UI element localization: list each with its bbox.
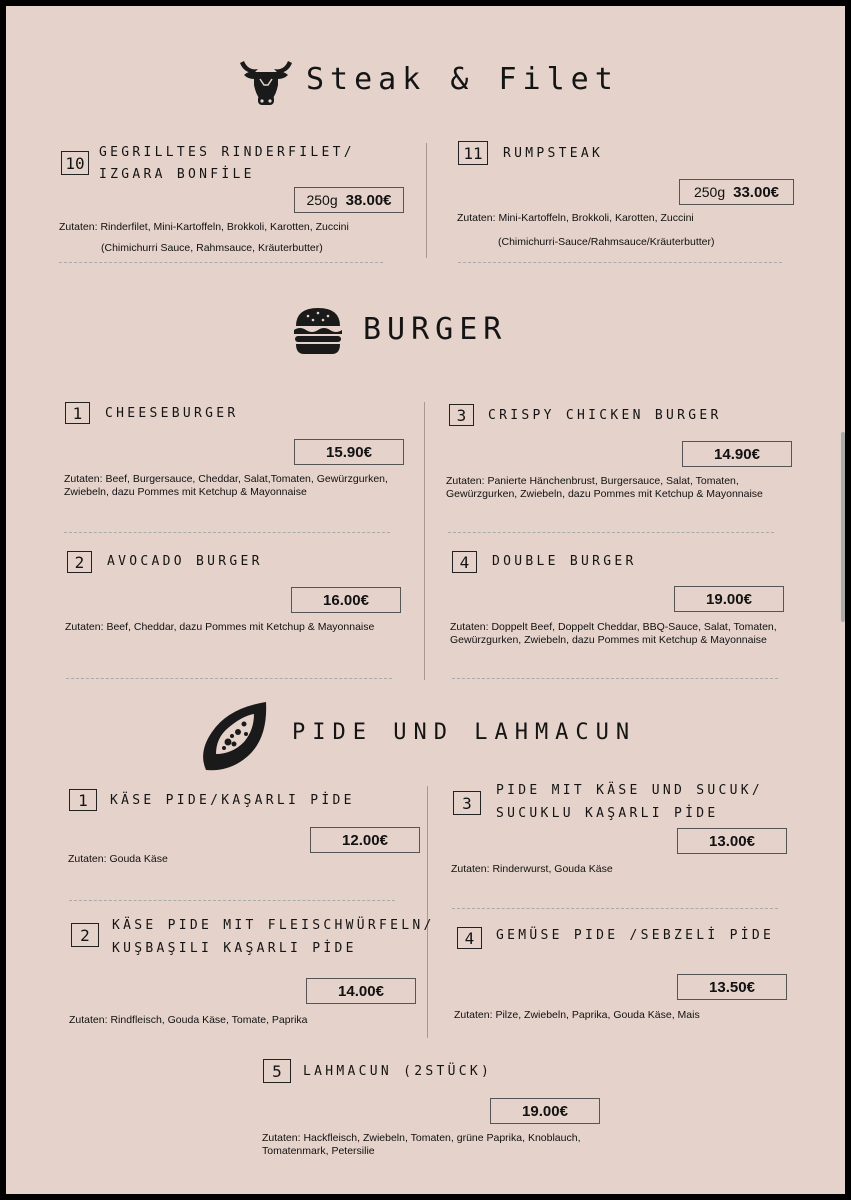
item-description-line2: Tomatenmark, Petersilie <box>262 1145 375 1157</box>
item-number: 5 <box>263 1059 291 1083</box>
item-description: Zutaten: Rinderfilet, Mini-Kartoffeln, Brokkoli, Karotten, Zuccini <box>59 221 349 233</box>
price-box <box>490 1098 600 1124</box>
item-number: 2 <box>67 551 92 573</box>
column-divider <box>426 143 427 258</box>
weight: 250g <box>306 192 338 208</box>
item-name: LAHMACUN (2STÜCK) <box>303 1064 493 1079</box>
price: 13.50€ <box>709 978 755 996</box>
column-divider <box>427 786 428 1038</box>
item-name: RUMPSTEAK <box>503 146 604 161</box>
burger-icon <box>292 306 344 356</box>
item-number: 1 <box>69 789 97 811</box>
price: 13.00€ <box>709 832 755 850</box>
price-box <box>291 587 401 613</box>
item-description: Zutaten: Rindfleisch, Gouda Käse, Tomate, Paprika <box>69 1014 308 1026</box>
price-box <box>306 978 416 1004</box>
divider <box>448 532 774 533</box>
item-description: Zutaten: Beef, Cheddar, dazu Pommes mit Ketchup & Mayonnaise <box>65 621 375 633</box>
item-number: 3 <box>453 791 481 815</box>
item-name-line2: SUCUKLU KAŞARLI PİDE <box>496 806 719 821</box>
item-description-line2: Zwiebeln, dazu Pommes mit Ketchup & Mayonnaise <box>64 486 307 498</box>
divider <box>64 532 390 533</box>
item-description: Zutaten: Mini-Kartoffeln, Brokkoli, Karotten, Zuccini <box>457 212 694 224</box>
item-description-line2: (Chimichurri-Sauce/Rahmsauce/Kräuterbutter) <box>498 236 715 248</box>
divider <box>59 262 383 263</box>
price-box <box>682 441 792 467</box>
column-divider <box>424 402 425 680</box>
price: 16.00€ <box>323 591 369 609</box>
divider <box>458 262 782 263</box>
burger-section-title: BURGER <box>363 312 508 347</box>
item-number: 4 <box>457 927 482 949</box>
item-name: GEGRILLTES RINDERFILET/ <box>99 145 355 160</box>
item-name: KÄSE PIDE MIT FLEISCHWÜRFELN/ <box>112 918 435 933</box>
divider <box>452 908 778 909</box>
pide-section-title: PIDE UND LAHMACUN <box>292 720 637 745</box>
item-description: Zutaten: Pilze, Zwiebeln, Paprika, Gouda Käse, Mais <box>454 1009 700 1021</box>
item-number: 1 <box>65 402 90 424</box>
item-number: 10 <box>61 151 89 175</box>
item-number: 4 <box>452 551 477 573</box>
item-description: Zutaten: Rinderwurst, Gouda Käse <box>451 863 613 875</box>
item-name-line2: IZGARA BONFİLE <box>99 167 255 182</box>
price-box <box>679 179 794 205</box>
item-description: Zutaten: Gouda Käse <box>68 853 168 865</box>
item-number: 3 <box>449 404 474 426</box>
steak-section-title: Steak & Filet <box>306 62 619 97</box>
price: 12.00€ <box>342 831 388 849</box>
item-description-line2: Gewürzgurken, Zwiebeln, dazu Pommes mit Ketchup & Mayonnaise <box>446 488 763 500</box>
item-description: Zutaten: Panierte Hänchenbrust, Burgersauce, Salat, Tomaten, <box>446 475 739 487</box>
weight: 250g <box>693 184 726 200</box>
price: 19.00€ <box>522 1102 568 1120</box>
item-description-line2: (Chimichurri Sauce, Rahmsauce, Kräuterbutter) <box>101 242 323 254</box>
divider <box>66 678 392 679</box>
menu-page <box>6 6 845 1194</box>
item-number: 2 <box>71 923 99 947</box>
cow-head-icon <box>238 55 294 107</box>
price-box <box>310 827 420 853</box>
item-name: KÄSE PIDE/KAŞARLI PİDE <box>110 793 355 808</box>
price: 19.00€ <box>706 590 752 608</box>
item-name: CHEESEBURGER <box>105 406 239 421</box>
price-box <box>677 828 787 854</box>
item-description: Zutaten: Beef, Burgersauce, Cheddar, Salat,Tomaten, Gewürzgurken, <box>64 473 388 485</box>
item-description-line2: Gewürzgurken, Zwiebeln, dazu Pommes mit Ketchup & Mayonnaise <box>450 634 767 646</box>
price: 14.00€ <box>338 982 384 1000</box>
price-box <box>294 439 404 465</box>
pide-icon <box>198 698 272 774</box>
price-box <box>674 586 784 612</box>
scrollbar[interactable] <box>841 432 845 622</box>
item-description: Zutaten: Hackfleisch, Zwiebeln, Tomaten, grüne Paprika, Knoblauch, <box>262 1132 581 1144</box>
price-box <box>677 974 787 1000</box>
item-name: CRISPY CHICKEN BURGER <box>488 408 722 423</box>
price: 14.90€ <box>714 445 760 463</box>
price-box <box>294 187 404 213</box>
price: 33.00€ <box>733 183 780 201</box>
item-description: Zutaten: Doppelt Beef, Doppelt Cheddar, BBQ-Sauce, Salat, Tomaten, <box>450 621 777 633</box>
item-name: GEMÜSE PIDE /SEBZELİ PİDE <box>496 928 775 943</box>
price: 38.00€ <box>345 191 392 209</box>
item-name-line2: KUŞBAŞILI KAŞARLI PİDE <box>112 941 357 956</box>
divider <box>452 678 778 679</box>
item-name: PIDE MIT KÄSE UND SUCUK/ <box>496 783 764 798</box>
price: 15.90€ <box>326 443 372 461</box>
item-name: AVOCADO BURGER <box>107 554 263 569</box>
item-name: DOUBLE BURGER <box>492 554 637 569</box>
item-number: 11 <box>458 141 488 165</box>
divider <box>69 900 395 901</box>
